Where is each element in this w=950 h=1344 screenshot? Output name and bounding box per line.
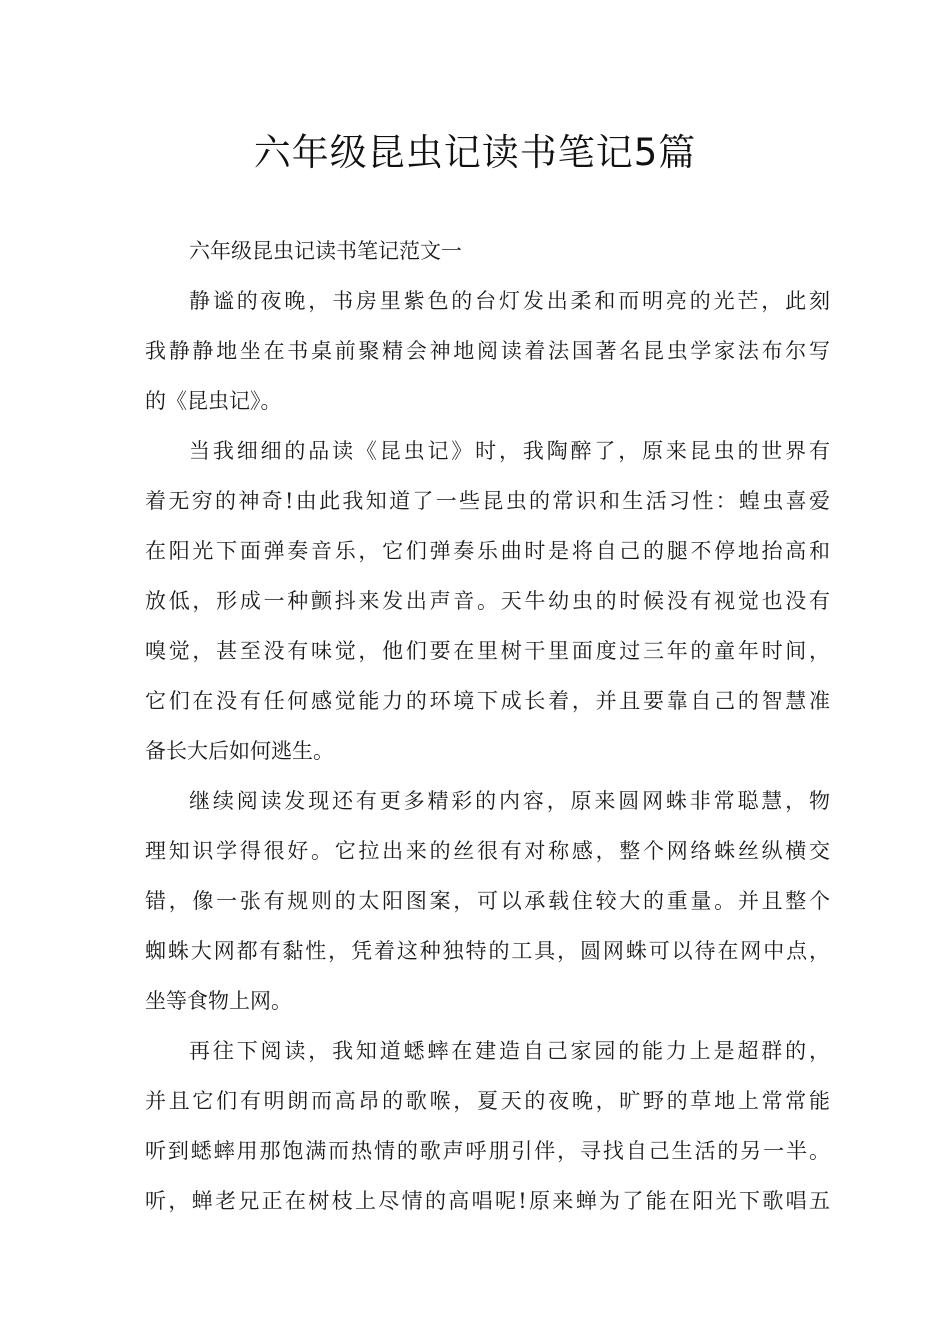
paragraph-line: 我静静地坐在书桌前聚精会神地阅读着法国著名昆虫学家法布尔写: [145, 339, 830, 363]
paragraph-line: 听，蝉老兄正在树枝上尽情的高唱呢!原来蝉为了能在阳光下歌唱五: [145, 1189, 830, 1213]
paragraph: [145, 426, 830, 776]
paragraph: [145, 776, 830, 1026]
paragraph-line: 备长大后如何逃生。: [145, 739, 334, 763]
document-title: 六年级昆虫记读书笔记5篇: [253, 131, 697, 174]
paragraph-line: 蜘蛛大网都有黏性，凭着这种独特的工具，圆网蛛可以待在网中点，: [145, 939, 830, 963]
paragraph-line: 听到蟋蟀用那饱满而热情的歌声呼朋引伴，寻找自己生活的另一半。: [145, 1139, 830, 1163]
paragraph-line: 的《昆虫记》。: [145, 389, 282, 413]
paragraph-line: 理知识学得很好。它拉出来的丝很有对称感，整个网络蛛丝纵横交: [145, 839, 830, 863]
paragraph-line: 它们在没有任何感觉能力的环境下成长着，并且要靠自己的智慧准: [145, 689, 830, 713]
paragraph: [145, 276, 830, 426]
paragraph-line: 再往下阅读，我知道蟋蟀在建造自己家园的能力上是超群的，: [189, 1039, 830, 1063]
paragraph-line: 坐等食物上网。: [145, 989, 292, 1013]
paragraph-line: 放低，形成一种颤抖来发出声音。天牛幼虫的时候没有视觉也没有: [145, 589, 830, 613]
paragraph-line: 嗅觉，甚至没有味觉，他们要在里树干里面度过三年的童年时间，: [145, 639, 830, 663]
section-heading: 六年级昆虫记读书笔记范文一: [189, 239, 462, 263]
paragraph-line: 继续阅读发现还有更多精彩的内容，原来圆网蛛非常聪慧，物: [189, 789, 830, 813]
paragraph-line: 静谧的夜晚，书房里紫色的台灯发出柔和而明亮的光芒，此刻: [189, 289, 830, 313]
paragraph-line: 着无穷的神奇!由此我知道了一些昆虫的常识和生活习性：蝗虫喜爱: [145, 489, 830, 513]
paragraph-line: 在阳光下面弹奏音乐，它们弹奏乐曲时是将自己的腿不停地抬高和: [145, 539, 830, 563]
paragraph-line: 并且它们有明朗而高昂的歌喉，夏天的夜晚，旷野的草地上常常能: [145, 1089, 830, 1113]
document-body: [145, 226, 830, 1226]
paragraph-line: 错，像一张有规则的太阳图案，可以承载住较大的重量。并且整个: [145, 889, 830, 913]
paragraph-line: 当我细细的品读《昆虫记》时，我陶醉了，原来昆虫的世界有: [189, 439, 830, 463]
paragraph: [145, 1026, 830, 1226]
